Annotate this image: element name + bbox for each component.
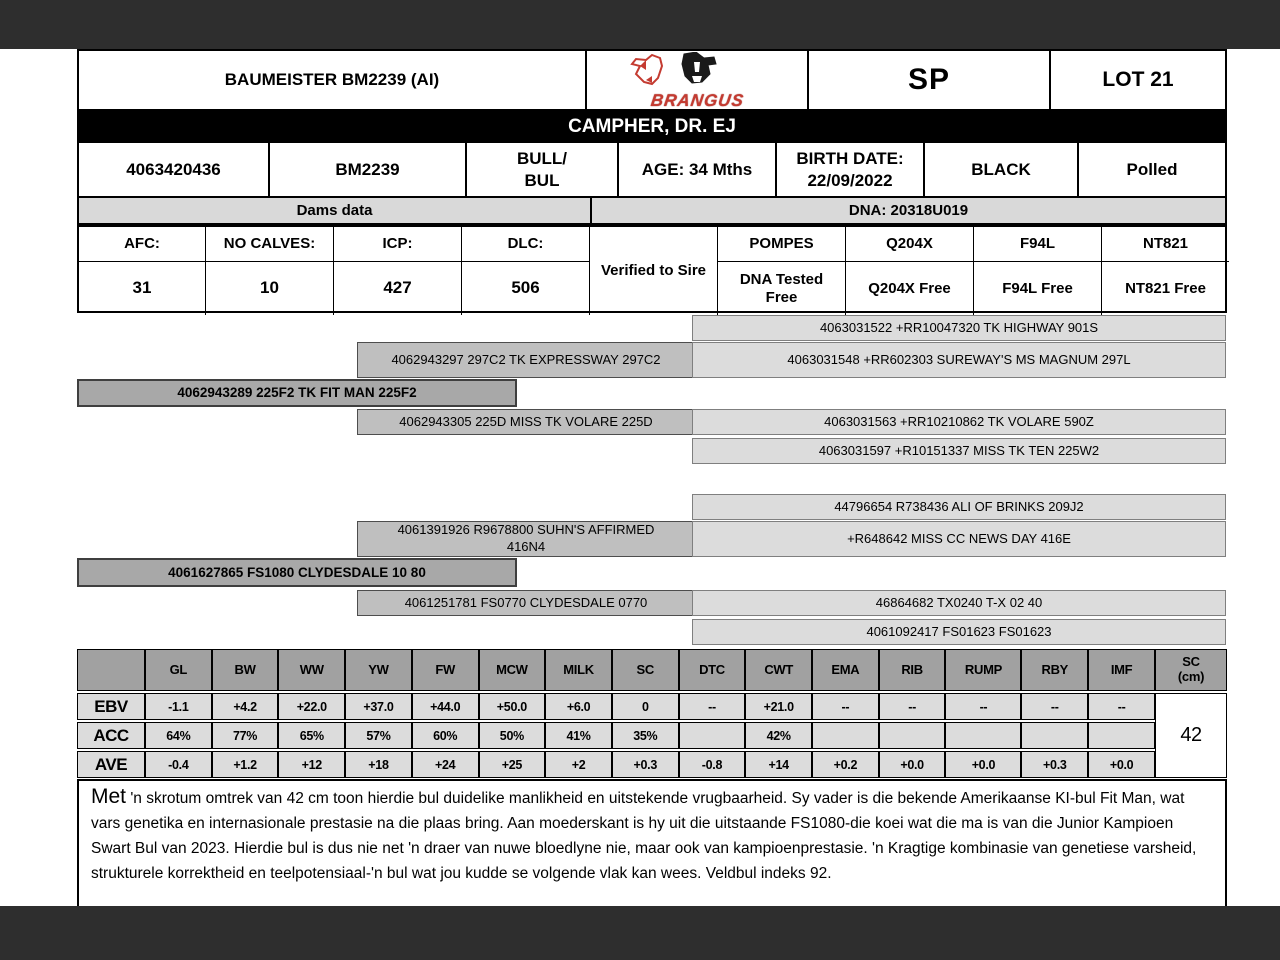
ave-row [77, 751, 1227, 778]
description-body: 'n skrotum omtrek van 42 cm toon hierdie bul duidelike manlikheid en uitstekende vrugbaarheid. Sy vader is die bekende Amerikaanse KI-bul Fit Man, wat vars genetika en internasionale prestasie na die plaas bring. Aan moederskant is hy uit die uitstaande FS1080-die koei wat die ma is van die Junior Kampioen Swart Bul van 2023. Hierdie bul is dus nie net 'n draer van nuwe bloedlyne nie, maar ook van kampioenprestasie. 'n Kragtige kombinasie van genetiese varsheid, strukturele korrektheid en teelpotensiaal-'n bul wat jou kudde se volgende vlak kan wees. Veldbul indeks 92. [91, 790, 1197, 882]
AVE-SC: +0.3 [612, 751, 679, 778]
scrotal-circumference-value: 42 [1155, 693, 1227, 778]
AVE-RIB: +0.0 [879, 751, 946, 778]
col-WW: WW [278, 649, 345, 691]
col-CWT: CWT [745, 649, 812, 691]
pedigree-sire-sire-sire: 4063031522 +RR10047320 TK HIGHWAY 901S [692, 315, 1226, 341]
owner-name-bar: CAMPHER, DR. EJ [77, 111, 1227, 143]
lot-number: LOT 21 [1049, 51, 1225, 109]
AVE-DTC: -0.8 [679, 751, 746, 778]
ACC-RIB [879, 722, 946, 749]
col-EMA: EMA [812, 649, 879, 691]
dna-number: DNA: 20318U019 [592, 198, 1225, 223]
EBV-RIB: -- [879, 693, 946, 720]
ebv-header-row [77, 649, 1227, 691]
q204x-label: Q204X [845, 227, 973, 261]
icp-label: ICP: [333, 227, 461, 261]
ACC-SC: 35% [612, 722, 679, 749]
EBV-YW: +37.0 [345, 693, 412, 720]
col-YW: YW [345, 649, 412, 691]
AVE-MILK: +2 [545, 751, 612, 778]
ACC-CWT: 42% [745, 722, 812, 749]
AVE-RBY: +0.3 [1021, 751, 1088, 778]
brangus-logo-text: BRANGUS [649, 90, 745, 110]
col-GL: GL [145, 649, 212, 691]
nt821-status: NT821 Free [1101, 261, 1229, 315]
EBV-DTC: -- [679, 693, 746, 720]
AVE-CWT: +14 [745, 751, 812, 778]
dlc-label: DLC: [461, 227, 589, 261]
icp-value: 427 [333, 261, 461, 315]
EBV-WW: +22.0 [278, 693, 345, 720]
AVE-FW: +24 [412, 751, 479, 778]
EBV-SC: 0 [612, 693, 679, 720]
AVE-BW: +1.2 [212, 751, 279, 778]
AVE-IMF: +0.0 [1088, 751, 1155, 778]
ACC-FW: 60% [412, 722, 479, 749]
ACC-RBY [1021, 722, 1088, 749]
col-FW: FW [412, 649, 479, 691]
animal-info-row [77, 143, 1227, 198]
AVE-RUMP: +0.0 [945, 751, 1021, 778]
ACC-YW: 57% [345, 722, 412, 749]
no-calves-label: NO CALVES: [205, 227, 333, 261]
col-SC: SC [612, 649, 679, 691]
AVE-MCW: +25 [479, 751, 546, 778]
sex-line1: BULL/ [516, 149, 568, 169]
f94l-label: F94L [973, 227, 1101, 261]
brangus-logo [622, 52, 772, 109]
col-MILK: MILK [545, 649, 612, 691]
EBV-RBY: -- [1021, 693, 1088, 720]
pedigree-sire-sire: 4062943297 297C2 TK EXPRESSWAY 297C2 [357, 342, 695, 378]
q204x-status: Q204X Free [845, 261, 973, 315]
ACC-RUMP [945, 722, 1021, 749]
pedigree-dam-sire-sire: 44796654 R738436 ALI OF BRINKS 209J2 [692, 494, 1226, 520]
EBV-MILK: +6.0 [545, 693, 612, 720]
EBV-RUMP: -- [945, 693, 1021, 720]
no-calves-value: 10 [205, 261, 333, 315]
sc-cm-line1: SC [1182, 654, 1200, 670]
ebv-table-section [77, 647, 1227, 780]
header-row [77, 49, 1227, 111]
ACC-WW: 65% [278, 722, 345, 749]
pedigree-dam-dam-dam: 4061092417 FS01623 FS01623 [692, 619, 1226, 645]
ebv-corner-cell [77, 649, 145, 691]
AVE-WW: +12 [278, 751, 345, 778]
pedigree-sire-dam: 4062943305 225D MISS TK VOLARE 225D [357, 409, 695, 435]
EBV-FW: +44.0 [412, 693, 479, 720]
animal-sex [465, 143, 617, 196]
pompes-status: DNA Tested Free [717, 261, 845, 315]
ACC-EMA [812, 722, 879, 749]
animal-age: AGE: 34 Mths [617, 143, 775, 196]
pedigree-sire-sire-dam: 4063031548 +RR602303 SUREWAY'S MS MAGNUM 297L [692, 342, 1226, 378]
top-frame-bar [0, 0, 1280, 49]
EBV-GL: -1.1 [145, 693, 212, 720]
fertility-grid [77, 225, 1227, 313]
col-RIB: RIB [879, 649, 946, 691]
col-DTC: DTC [679, 649, 746, 691]
pedigree-dam-sire: 4061391926 R9678800 SUHN'S AFFIRMED 416N4 [357, 521, 695, 557]
EBV-CWT: +21.0 [745, 693, 812, 720]
breed-logo-cell [585, 51, 807, 109]
pedigree-sire: 4062943289 225F2 TK FIT MAN 225F2 [77, 379, 517, 407]
acc-row [77, 722, 1227, 749]
EBV-MCW: +50.0 [479, 693, 546, 720]
EBV-BW: +4.2 [212, 693, 279, 720]
EBV-IMF: -- [1088, 693, 1155, 720]
animal-tag: BM2239 [268, 143, 465, 196]
animal-id: 4063420436 [126, 159, 221, 179]
dlc-value: 506 [461, 261, 589, 315]
ACC-IMF [1088, 722, 1155, 749]
row-label-EBV: EBV [77, 693, 145, 720]
AVE-EMA: +0.2 [812, 751, 879, 778]
pedigree-dam-dam: 4061251781 FS0770 CLYDESDALE 0770 [357, 590, 695, 616]
afc-label: AFC: [124, 235, 160, 252]
society-code: SP [807, 51, 1049, 109]
verified-to-sire: Verified to Sire [589, 227, 717, 315]
ebv-value-row [77, 693, 1227, 720]
col-RUMP: RUMP [945, 649, 1021, 691]
col-MCW: MCW [479, 649, 546, 691]
pedigree-dam: 4061627865 FS1080 CLYDESDALE 10 80 [77, 558, 517, 587]
pedigree-dam-dam-sire: 46864682 TX0240 T-X 02 40 [692, 590, 1226, 616]
col-SC-cm [1155, 649, 1227, 691]
section-subheader [77, 198, 1227, 225]
animal-title: BAUMEISTER BM2239 (AI) [224, 70, 440, 89]
ACC-DTC [679, 722, 746, 749]
sc-cm-line2: (cm) [1177, 669, 1205, 684]
ACC-GL: 64% [145, 722, 212, 749]
bottom-frame-bar [0, 906, 1280, 960]
row-label-ACC: ACC [77, 722, 145, 749]
dams-data-label: Dams data [79, 198, 592, 223]
AVE-GL: -0.4 [145, 751, 212, 778]
pedigree-dam-sire-dam: +R648642 MISS CC NEWS DAY 416E [692, 521, 1226, 557]
col-RBY: RBY [1021, 649, 1088, 691]
f94l-status: F94L Free [973, 261, 1101, 315]
birth-date-value: 22/09/2022 [807, 170, 893, 190]
animal-birth-date [775, 143, 923, 196]
row-label-AVE: AVE [77, 751, 145, 778]
col-IMF: IMF [1088, 649, 1155, 691]
cattle-heads-icon [622, 52, 772, 92]
ACC-BW: 77% [212, 722, 279, 749]
ACC-MILK: 41% [545, 722, 612, 749]
animal-horn-status: Polled [1077, 143, 1225, 196]
ebv-table [77, 647, 1227, 780]
ACC-MCW: 50% [479, 722, 546, 749]
description-lead-word: Met [91, 785, 127, 808]
birth-date-label: BIRTH DATE: [796, 149, 904, 169]
sex-line2: BUL [524, 170, 560, 190]
col-BW: BW [212, 649, 279, 691]
pedigree-sire-dam-dam: 4063031597 +R10151337 MISS TK TEN 225W2 [692, 438, 1226, 464]
nt821-label: NT821 [1101, 227, 1229, 261]
pedigree-sire-dam-sire: 4063031563 +RR10210862 TK VOLARE 590Z [692, 409, 1226, 435]
afc-value: 31 [79, 261, 205, 315]
AVE-YW: +18 [345, 751, 412, 778]
pedigree-tree [77, 313, 1227, 647]
animal-colour: BLACK [923, 143, 1077, 196]
EBV-EMA: -- [812, 693, 879, 720]
pompes-label: POMPES [717, 227, 845, 261]
description-paragraph [77, 779, 1227, 908]
